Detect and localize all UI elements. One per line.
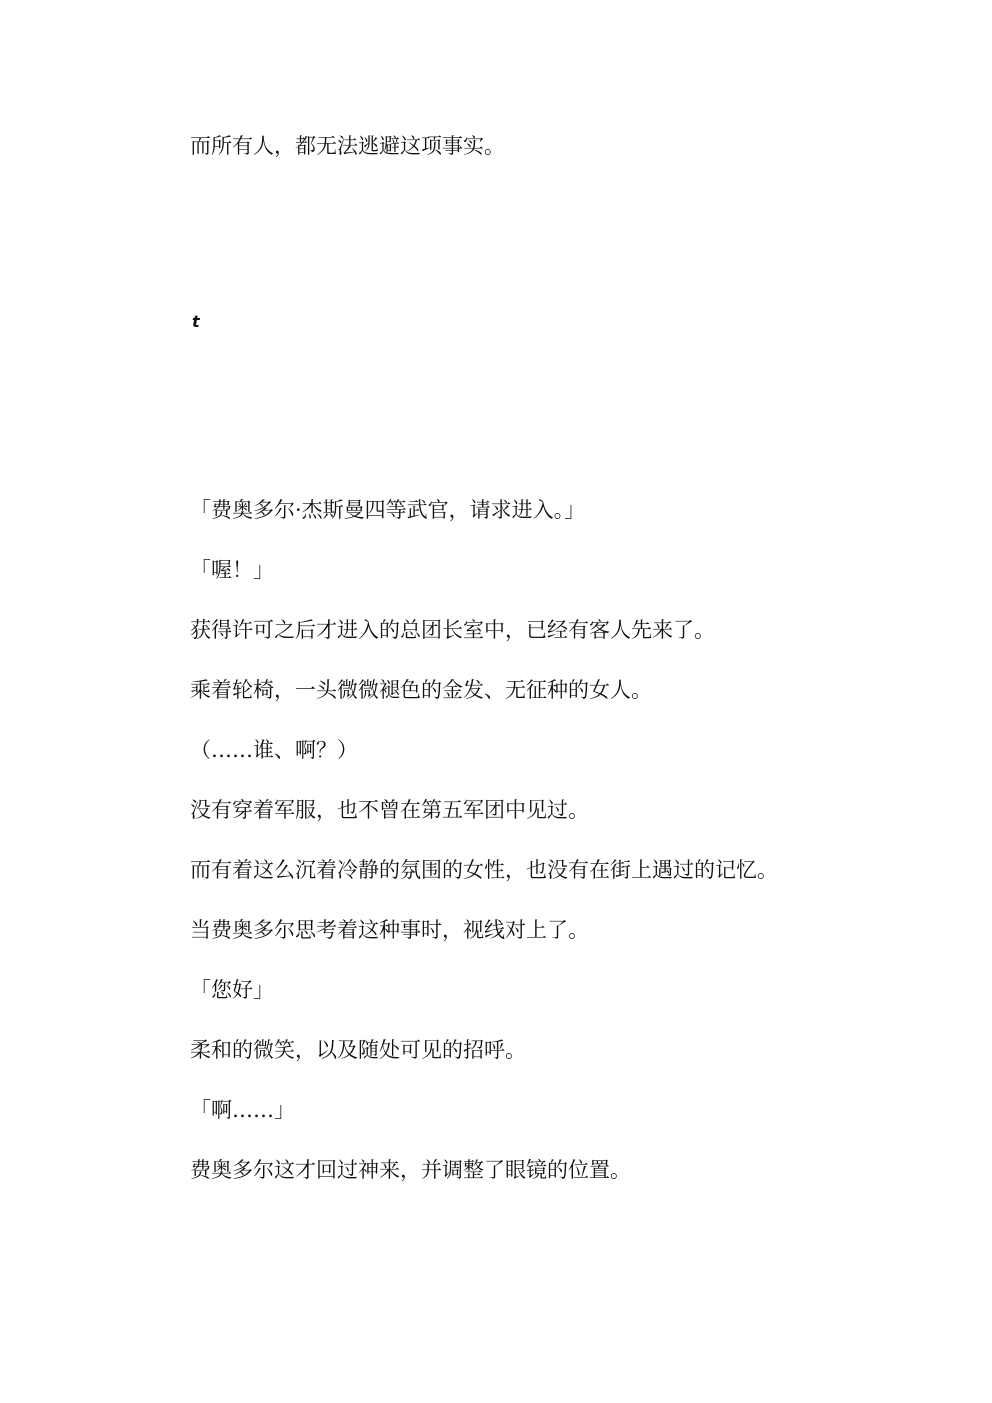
paragraph: 费奥多尔这才回过神来，并调整了眼镜的位置。 [190, 1158, 631, 1182]
paragraph: 获得许可之后才进入的总团长室中，已经有客人先来了。 [190, 618, 715, 642]
paragraph: 「啊……」 [190, 1098, 295, 1122]
paragraph: 柔和的微笑，以及随处可见的招呼。 [190, 1038, 526, 1062]
paragraph: 「您好」 [190, 978, 274, 1002]
paragraph: 没有穿着军服，也不曾在第五军团中见过。 [190, 798, 589, 822]
section-marker: t [192, 312, 200, 331]
paragraph: 乘着轮椅，一头微微褪色的金发、无征种的女人。 [190, 678, 652, 702]
paragraph: （……谁、啊？） [190, 738, 358, 762]
opening-line: 而所有人，都无法逃避这项事实。 [190, 134, 505, 158]
paragraph: 「费奥多尔·杰斯曼四等武官，请求进入。」 [190, 498, 586, 522]
paragraph: 「喔！」 [190, 558, 274, 582]
paragraph: 而有着这么沉着冷静的氛围的女性，也没有在街上遇过的记忆。 [190, 858, 778, 882]
paragraph: 当费奥多尔思考着这种事时，视线对上了。 [190, 918, 589, 942]
